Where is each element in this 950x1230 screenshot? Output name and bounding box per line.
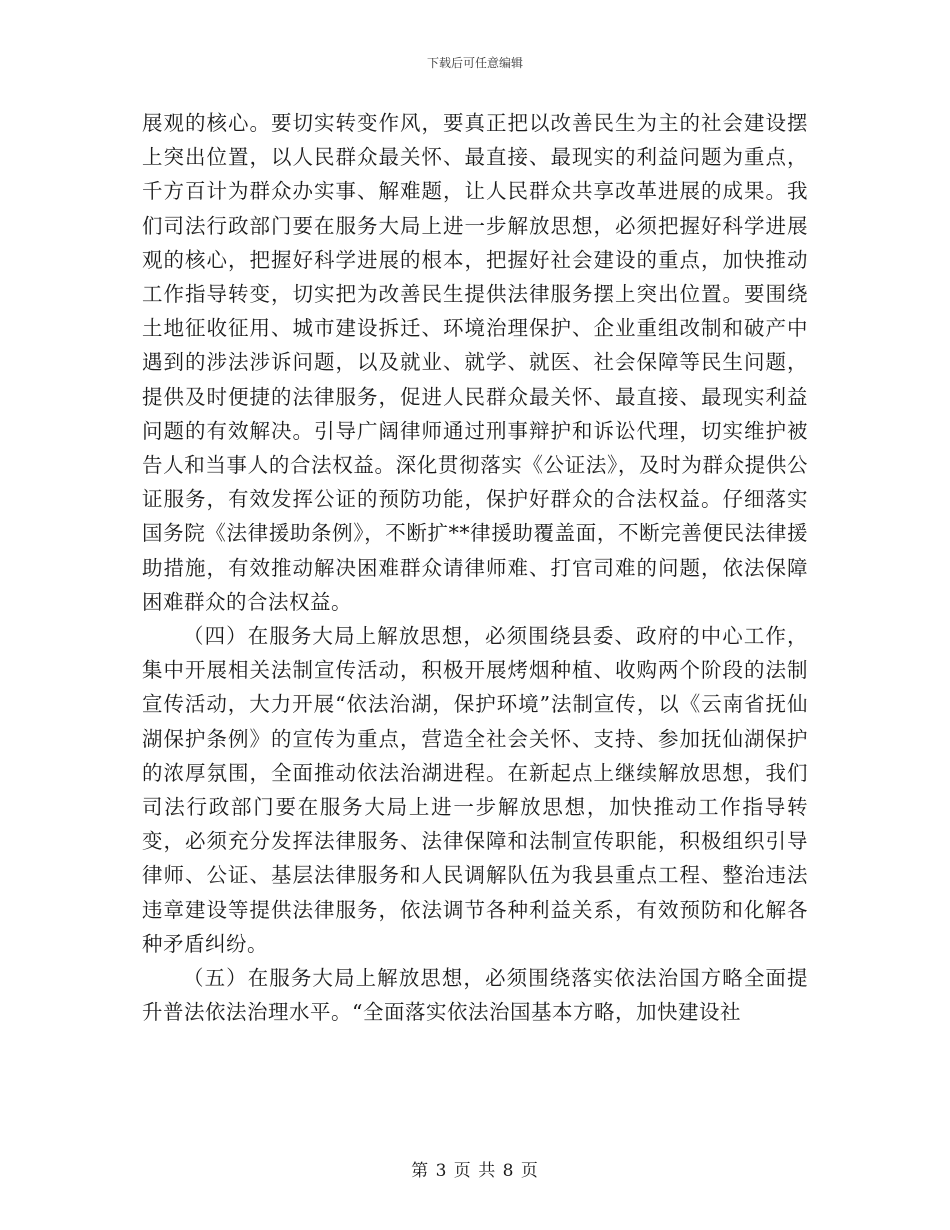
paragraph-continued: 展观的核心。要切实转变作风，要真正把以改善民生为主的社会建设摆上突出位置，以人民群众最关怀、最直接、最现实的利益问题为重点，千方百计为群众办实事、解难题，让人民群众共享改革进展的成果。我们司法行政部门要在服务大局上进一步解放思想，必须把握好科学进展观的核心，把握好科学进展的根本，把握好社会建设的重点，加快推动工作指导转变，切实把为改善民生提供法律服务摆上突出位置。要围绕土地征收征用、城市建设拆迁、环境治理保护、企业重组改制和破产中遇到的涉法涉诉问题，以及就业、就学、就医、社会保障等民生问题，提供及时便捷的法律服务，促进人民群众最关怀、最直接、最现实利益问题的有效解决。引导广阔律师通过刑事辩护和诉讼代理，切实维护被告人和当事人的合法权益。深化贯彻落实《公证法》，及时为群众提供公证服务，有效发挥公证的预防功能，保护好群众的合法权益。仔细落实国务院《法律援助条例》，不断扩**律援助覆盖面，不断完善便民法律援助措施，有效推动解决困难群众请律师难、打官司难的问题，依法保障困难群众的合法权益。	[142, 111, 808, 614]
document-body	[142, 106, 808, 1029]
paragraph-section-5: （五）在服务大局上解放思想，必须围绕落实依法治国方略全面提升普法依法治理水平。“全面落实依法治国基本方略，加快建设社	[142, 966, 808, 1025]
page-number-footer: 第 3 页 共 8 页	[411, 1161, 539, 1181]
page-header: 下载后可任意编辑	[426, 56, 523, 70]
paragraph-section-4: （四）在服务大局上解放思想，必须围绕县委、政府的中心工作，集中开展相关法制宣传活动，积极开展烤烟种植、收购两个阶段的法制宣传活动，大力开展“依法治湖，保护环境”法制宣传，以《云南省抚仙湖保护条例》的宣传为重点，营造全社会关怀、支持、参加抚仙湖保护的浓厚氛围，全面推动依法治湖进程。在新起点上继续解放思想，我们司法行政部门要在服务大局上进一步解放思想，加快推动工作指导转变，必须充分发挥法律服务、法律保障和法制宣传职能，积极组织引导律师、公证、基层法律服务和人民调解队伍为我县重点工程、整治违法违章建设等提供法律服务，依法调节各种利益关系，有效预防和化解各种矛盾纠纷。	[142, 624, 808, 956]
